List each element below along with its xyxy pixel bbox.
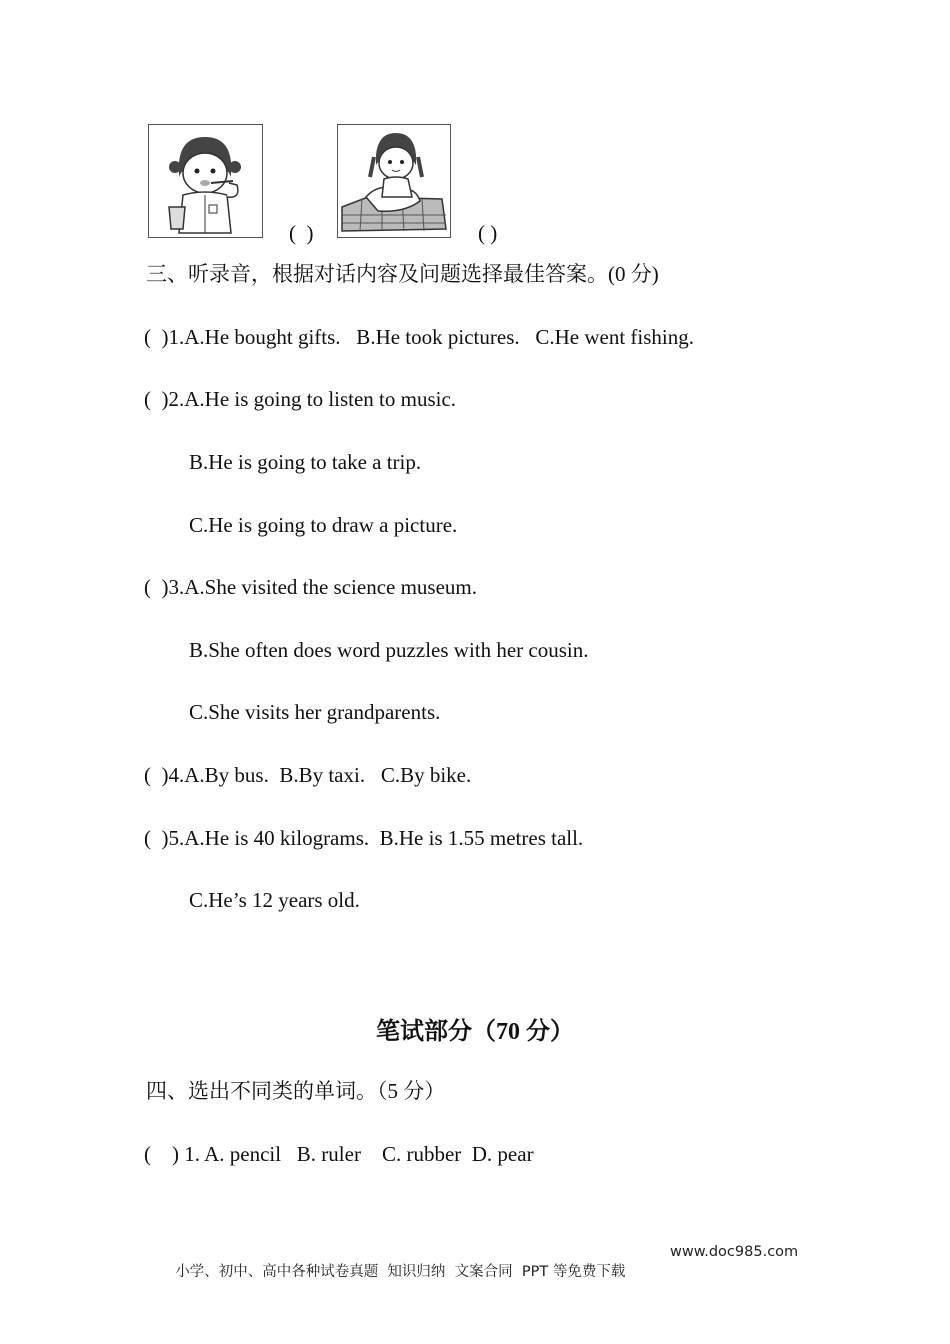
section-4-title: 四、选出不同类的单词。（5 分）: [146, 1079, 446, 1103]
question-3-2-option-b: B.He is going to take a trip.: [189, 450, 422, 474]
footer-text: 小学、初中、高中各种试卷真题 知识归纳 文案合同 PPT 等免费下载: [175, 1264, 626, 1280]
question-3-2-option-a: ( )2.A.He is going to listen to music.: [144, 387, 457, 411]
girl-brushing-teeth-icon: [149, 125, 261, 236]
question-3-5-options-ab: ( )5.A.He is 40 kilograms. B.He is 1.55 metres tall.: [144, 826, 584, 850]
question-3-3-option-a: ( )3.A.She visited the science museum.: [144, 575, 478, 599]
question-3-2-option-c: C.He is going to draw a picture.: [189, 513, 458, 537]
question-4-1: ( ) 1. A. pencil B. ruler C. rubber D. pear: [144, 1142, 534, 1166]
question-3-3-option-b: B.She often does word puzzles with her cousin.: [189, 638, 589, 662]
girl-making-bed-icon: [338, 125, 449, 236]
question-3-1: ( )1.A.He bought gifts. B.He took pictures. C.He went fishing.: [144, 325, 695, 349]
question-3-3-option-c: C.She visits her grandparents.: [189, 700, 441, 724]
section-3-title: 三、听录音，根据对话内容及问题选择最佳答案。(0 分): [146, 262, 659, 286]
picture-1-answer-paren[interactable]: ( ): [289, 221, 314, 245]
picture-brushing-teeth: [148, 124, 263, 238]
question-3-5-option-c: C.He’s 12 years old.: [189, 888, 360, 912]
written-part-heading: 笔试部分（70 分）: [376, 1019, 574, 1045]
picture-making-bed: [337, 124, 451, 238]
question-3-4: ( )4.A.By bus. B.By taxi. C.By bike.: [144, 763, 472, 787]
picture-2-answer-paren[interactable]: ( ): [478, 221, 498, 245]
page-footer: [166, 1244, 799, 1297]
footer-url[interactable]: www.doc985.com: [670, 1244, 799, 1260]
